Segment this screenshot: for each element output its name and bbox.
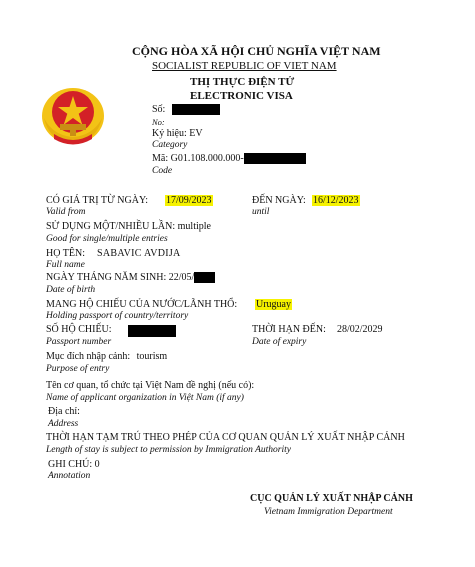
stay-label: THỜI HẠN TẠM TRÚ THEO PHÉP CỦA CƠ QUAN QUẢN LÝ XUẤT NHẬP CẢNH <box>46 432 405 443</box>
valid-from-date: 17/09/2023 <box>166 195 212 206</box>
visa-title-en: ELECTRONIC VISA <box>190 90 293 102</box>
country-title-en: SOCIALIST REPUBLIC OF VIET NAM <box>152 60 337 72</box>
passport-country-label-en: Holding passport of country/territory <box>46 311 189 321</box>
purpose-label <box>46 351 167 362</box>
until-date: 16/12/2023 <box>313 195 359 206</box>
valid-from-label-en: Valid from <box>46 207 86 217</box>
passport-expiry-label-en: Date of expiry <box>252 337 307 347</box>
full-name-label: HỌ TÊN: <box>46 248 85 259</box>
organization-label: Tên cơ quan, tổ chức tại Việt Nam đề nghị (nếu có): <box>46 380 255 391</box>
dob-label-text: NGÀY THÁNG NĂM SINH: 22/05/ <box>46 272 195 283</box>
redaction-code <box>244 153 306 164</box>
passport-number-label-en: Passport number <box>46 337 112 347</box>
note-label-en: Annotation <box>48 471 91 481</box>
category-label-en: Category <box>152 140 188 150</box>
passport-number-label: SỐ HỘ CHIẾU: <box>46 324 112 335</box>
address-label-en: Address <box>48 419 79 429</box>
entries-label <box>46 221 211 232</box>
purpose-label-en: Purpose of entry <box>46 364 110 374</box>
stay-label-en: Length of stay is subject to permission by Immigration Authority <box>46 445 291 455</box>
national-emblem <box>40 76 106 148</box>
code-label-en: Code <box>152 166 173 176</box>
code-label-text: Mã: G01.108.000.000- <box>152 153 244 164</box>
purpose-label-text: Mục đích nhập cảnh: <box>46 351 131 362</box>
until-label: ĐẾN NGÀY: <box>252 195 306 206</box>
organization-label-en: Name of applicant organization in Việt Nam (if any) <box>46 393 244 403</box>
category-label: Ký hiệu: EV <box>152 128 203 139</box>
passport-expiry-value: 28/02/2029 <box>337 324 383 335</box>
note-label <box>48 459 100 470</box>
entries-label-text: SỬ DỤNG MỘT/NHIỀU LẦN: <box>46 221 176 232</box>
note-label-text: GHI CHÚ: <box>48 459 93 470</box>
authority-en: Vietnam Immigration Department <box>264 507 393 517</box>
passport-expiry-label: THỜI HẠN ĐẾN: <box>252 324 326 335</box>
note-value: 0 <box>94 459 100 470</box>
visa-number-label-text: Số: <box>152 104 166 115</box>
redaction-passport-number <box>128 324 176 342</box>
until-value <box>312 195 360 206</box>
visa-title-vn: THỊ THỰC ĐIỆN TỬ <box>190 76 295 88</box>
redaction-visa-number <box>172 104 220 115</box>
visa-number-label-en: No: <box>152 117 165 127</box>
passport-country-value <box>255 299 292 310</box>
valid-from-value <box>165 195 213 206</box>
entries-value: multiple <box>177 221 211 232</box>
authority-vn: CỤC QUẢN LÝ XUẤT NHẬP CẢNH <box>250 493 413 504</box>
full-name-label-en: Full name <box>46 260 85 270</box>
redaction-dob <box>194 272 215 283</box>
until-label-en: until <box>252 207 270 217</box>
dob-label <box>46 272 215 283</box>
code-label <box>152 153 306 164</box>
address-label: Địa chỉ: <box>48 406 80 417</box>
valid-from-label: CÓ GIÁ TRỊ TỪ NGÀY: <box>46 195 149 206</box>
country-title-vn: CỘNG HÒA XÃ HỘI CHỦ NGHĨA VIỆT NAM <box>132 44 381 58</box>
entries-label-en: Good for single/multiple entries <box>46 234 168 244</box>
purpose-value: tourism <box>136 351 168 362</box>
passport-country-label: MANG HỘ CHIẾU CỦA NƯỚC/LÃNH THỔ: <box>46 299 238 310</box>
passport-country-text: Uruguay <box>256 299 291 310</box>
visa-number-label <box>152 104 220 115</box>
full-name-value: SABAVIC AVDIJA <box>97 248 181 259</box>
dob-label-en: Date of birth <box>46 285 96 295</box>
